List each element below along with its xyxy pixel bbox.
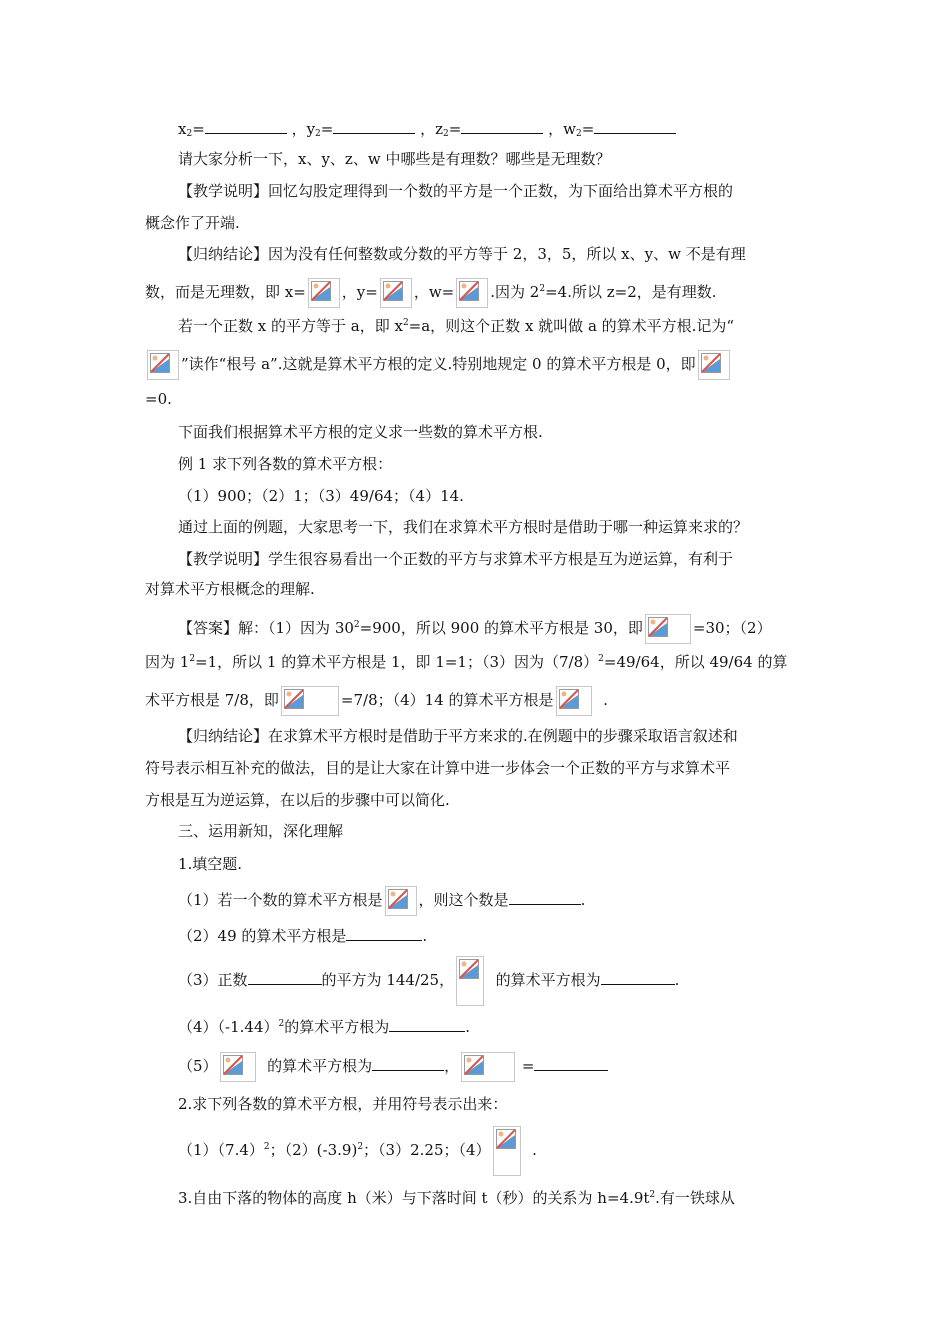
line-12: （1）900；（2）1；（3）49/64；（4）14. xyxy=(178,487,464,505)
formula-image xyxy=(556,686,592,716)
formula-image xyxy=(456,956,484,1006)
line-26: （3）正数 的平方为 144/25， 的算术平方根为 . xyxy=(178,956,679,1006)
broken-image-icon xyxy=(496,1129,516,1149)
line-28: （5） 的算术平方根为 ， = xyxy=(178,1052,608,1082)
line-15: 对算术平方根概念的理解. xyxy=(145,580,315,598)
formula-image xyxy=(380,278,412,308)
line-10: 下面我们根据算术平方根的定义求一些数的算术平方根. xyxy=(178,423,543,441)
blank-w2[interactable] xyxy=(594,118,676,134)
answer-blank[interactable] xyxy=(601,969,675,985)
line-6: 数，而是无理数，即 x= ，y= ，w= .因为 $2^2=4$.所以 z=2，是有理数. xyxy=(145,278,717,308)
answer-blank[interactable] xyxy=(248,969,322,985)
broken-image-icon xyxy=(648,617,668,637)
line-27: $(4)(-1.44)^2$的算术平方根为 . xyxy=(178,1018,471,1036)
line-18: 术平方根是 7/8，即 =7/8；（4）14 的算术平方根是 . xyxy=(145,686,608,716)
answer-blank[interactable] xyxy=(389,1016,465,1032)
formula-image xyxy=(385,886,417,916)
line-20: 符号表示相互补充的做法，目的是让大家在计算中进一步体会一个正数的平方与求算术平 xyxy=(145,759,731,777)
line-19: 【归纳结论】在求算术平方根时是借助于平方来求的.在例题中的步骤采取语言叙述和 xyxy=(178,727,738,745)
line-5: 【归纳结论】因为没有任何整数或分数的平方等于 2，3，5，所以 x、y、w 不是有理 xyxy=(178,245,746,263)
line-13: 通过上面的例题，大家思考一下，我们在求算术平方根时是借助于哪一种运算来求的？ xyxy=(178,518,749,536)
line-29: 2.求下列各数的算术平方根，并用符号表示出来： xyxy=(178,1095,508,1113)
broken-image-icon xyxy=(150,353,170,373)
line-14: 【教学说明】学生很容易看出一个正数的平方与求算术平方根是互为逆运算，有利于 xyxy=(178,550,734,568)
line-2: 请大家分析一下，x、y、z、w 中哪些是有理数？哪些是无理数？ xyxy=(178,150,611,168)
line-4: 概念作了开端. xyxy=(145,214,240,232)
formula-image xyxy=(220,1052,256,1082)
line-11: 例 1 求下列各数的算术平方根： xyxy=(178,455,393,473)
formula-image xyxy=(461,1052,515,1082)
broken-image-icon xyxy=(223,1055,243,1075)
broken-image-icon xyxy=(559,689,579,709)
line-16: 【答案】解：（1）因为 $30^2=900$，所以 900 的算术平方根是 30，即 =30；（2） xyxy=(178,614,772,644)
formula-image xyxy=(308,278,340,308)
answer-blank[interactable] xyxy=(534,1055,608,1071)
formula-image xyxy=(493,1126,521,1176)
broken-image-icon xyxy=(701,353,721,373)
broken-image-icon xyxy=(464,1055,484,1075)
formula-image xyxy=(645,614,691,644)
broken-image-icon xyxy=(459,281,479,301)
line-3: 【教学说明】回忆勾股定理得到一个数的平方是一个正数，为下面给出算术平方根的 xyxy=(178,182,734,200)
line-1: $x_2=$ ，$y_2=$ ，$z_2=$ ，$w_2=$ xyxy=(178,118,676,140)
broken-image-icon xyxy=(459,959,479,979)
line-17: 因为 $1^2=1$，所以 1 的算术平方根是 1，即 1=1；（3）因为$(7/8)^2=49/64$，所以 49/64 的算 xyxy=(145,653,788,671)
line-8: ”读作“根号 a”.这就是算术平方根的定义.特别地规定 0 的算术平方根是 0，即 xyxy=(145,350,732,380)
line-24: （1）若一个数的算术平方根是 ，则这个数是 . xyxy=(178,886,585,916)
line-23: 1.填空题. xyxy=(178,855,243,873)
answer-blank[interactable] xyxy=(346,925,422,941)
line-30: $(1)(7.4)^2$；$(2)(-3.9)^2$；（3）2.25；（4） . xyxy=(178,1126,537,1176)
blank-z2[interactable] xyxy=(461,118,543,134)
broken-image-icon xyxy=(388,889,408,909)
line-21: 方根是互为逆运算，在以后的步骤中可以简化. xyxy=(145,791,450,809)
answer-blank[interactable] xyxy=(372,1055,444,1071)
line-7: 若一个正数 x 的平方等于 a，即 $x^2=a$，则这个正数 x 就叫做 a 的算术平方根.记为“ xyxy=(178,317,735,335)
broken-image-icon xyxy=(284,689,304,709)
formula-image xyxy=(281,686,339,716)
broken-image-icon xyxy=(383,281,403,301)
formula-image xyxy=(456,278,488,308)
answer-blank[interactable] xyxy=(509,889,581,905)
line-22: 三、运用新知，深化理解 xyxy=(178,822,344,840)
formula-image xyxy=(698,350,730,380)
line-31: 3.自由下落的物体的高度 h（米）与下落时间 t（秒）的关系为 $h=4.9t^2$.有一铁球从 xyxy=(178,1189,735,1207)
line-9: =0. xyxy=(145,390,172,408)
blank-y2[interactable] xyxy=(333,118,415,134)
formula-image xyxy=(147,350,179,380)
broken-image-icon xyxy=(311,281,331,301)
line-25: （2）49 的算术平方根是 . xyxy=(178,927,428,945)
blank-x2[interactable] xyxy=(205,118,287,134)
